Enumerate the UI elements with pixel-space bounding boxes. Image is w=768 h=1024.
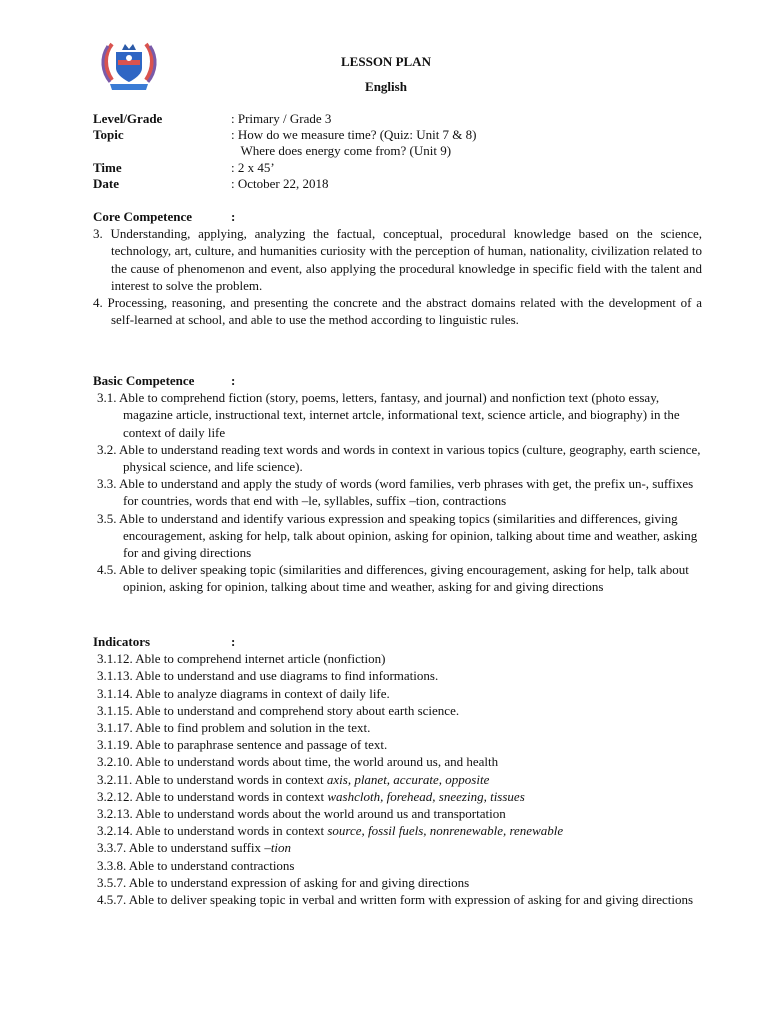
indicator-item: 3.3.8. Able to understand contractions	[97, 857, 295, 873]
basic-item: 3.3. Able to understand and apply the study of words (word families, verb phrases with get, the prefix un-, suffixes for countries, words that end with –le, syllables, suffix –tion, contractions	[97, 476, 694, 509]
meta-row-time: Time : 2 x 45’	[93, 159, 275, 175]
indicators-section	[93, 633, 702, 908]
subject-title: English	[365, 79, 407, 94]
core-item: 4. Processing, reasoning, and presenting the concrete and the abstract domains related with the development of a self-learned at school, and able to use the method according to linguistic rules.	[93, 295, 702, 328]
page-title: LESSON PLAN	[341, 54, 431, 69]
indicator-item: 3.1.15. Able to understand and comprehend story about earth science.	[97, 702, 460, 718]
indicator-item: 3.2.11. Able to understand words in context axis, planet, accurate, opposite	[97, 771, 490, 787]
meta-row-level: Level/Grade : Primary / Grade 3	[93, 111, 332, 126]
indicator-item: 3.2.10. Able to understand words about time, the world around us, and health	[97, 754, 499, 770]
basic-item: 4.5. Able to deliver speaking topic (similarities and differences, giving encouragement, asking for help, talk about opinion, asking for opinion, talking about time and weather, asking for and giving directions	[97, 562, 689, 595]
basic-item: 3.2. Able to understand reading text words and words in context in various topics (culture, geography, earth science, physical science, and life science).	[97, 441, 701, 475]
meta-row-topic-cont: Where does energy come from? (Unit 9)	[231, 143, 452, 159]
indicator-item: 3.1.17. Able to find problem and solution in the text.	[97, 720, 371, 736]
indicator-item: 3.2.14. Able to understand words in context source, fossil fuels, nonrenewable, renewable	[97, 823, 564, 839]
basic-item: 3.5. Able to understand and identify various expression and speaking topics (similarities and differences, giving encouragement, asking for help, talk about opinion, asking for opinion, talking about time and weather, asking for and giving directions	[97, 510, 698, 561]
basic-competence-heading: Basic Competence :	[93, 373, 236, 388]
indicators-heading: Indicators :	[93, 634, 236, 649]
meta-row-date: Date : October 22, 2018	[93, 175, 329, 191]
basic-competence-section	[93, 372, 702, 596]
indicator-item: 4.5.7. Able to deliver speaking topic in verbal and written form with expression of asking for and giving directions	[97, 892, 694, 908]
indicator-item: 3.1.14. Able to analyze diagrams in context of daily life.	[97, 685, 390, 701]
core-competence-heading: Core Competence :	[93, 209, 236, 224]
indicator-item: 3.3.7. Able to understand suffix –tion	[97, 840, 292, 856]
indicator-item: 3.2.12. Able to understand words in context washcloth, forehead, sneezing, tissues	[97, 788, 525, 804]
indicator-item: 3.1.13. Able to understand and use diagrams to find informations.	[97, 668, 439, 684]
indicator-item: 3.1.19. Able to paraphrase sentence and passage of text.	[97, 737, 388, 753]
indicator-item: 3.2.13. Able to understand words about the world around us and transportation	[97, 806, 506, 822]
indicator-item: 3.1.12. Able to comprehend internet article (nonfiction)	[97, 651, 386, 667]
meta-row-topic: Topic : How do we measure time? (Quiz: Unit 7 & 8)	[93, 127, 477, 143]
basic-item: 3.1. Able to comprehend fiction (story, poems, letters, fantasy, and journal) and nonfiction text (photo essay, magazine article, instructional text, internet artcle, informational text, science article, and biography) in the context of daily life	[97, 390, 680, 440]
lesson-meta	[93, 110, 477, 191]
indicator-item: 3.5.7. Able to understand expression of asking for and giving directions	[97, 874, 470, 890]
core-competence-section	[93, 208, 702, 328]
core-item: 3. Understanding, applying, analyzing the factual, conceptual, procedural knowledge based on the science, technology, art, culture, and humanities curiosity with the perception of human, nationality, civilization related to the cause of phenomenon and event, also applying the procedural knowledge in specific field with the talent and interest to solve the problem.	[93, 226, 702, 293]
